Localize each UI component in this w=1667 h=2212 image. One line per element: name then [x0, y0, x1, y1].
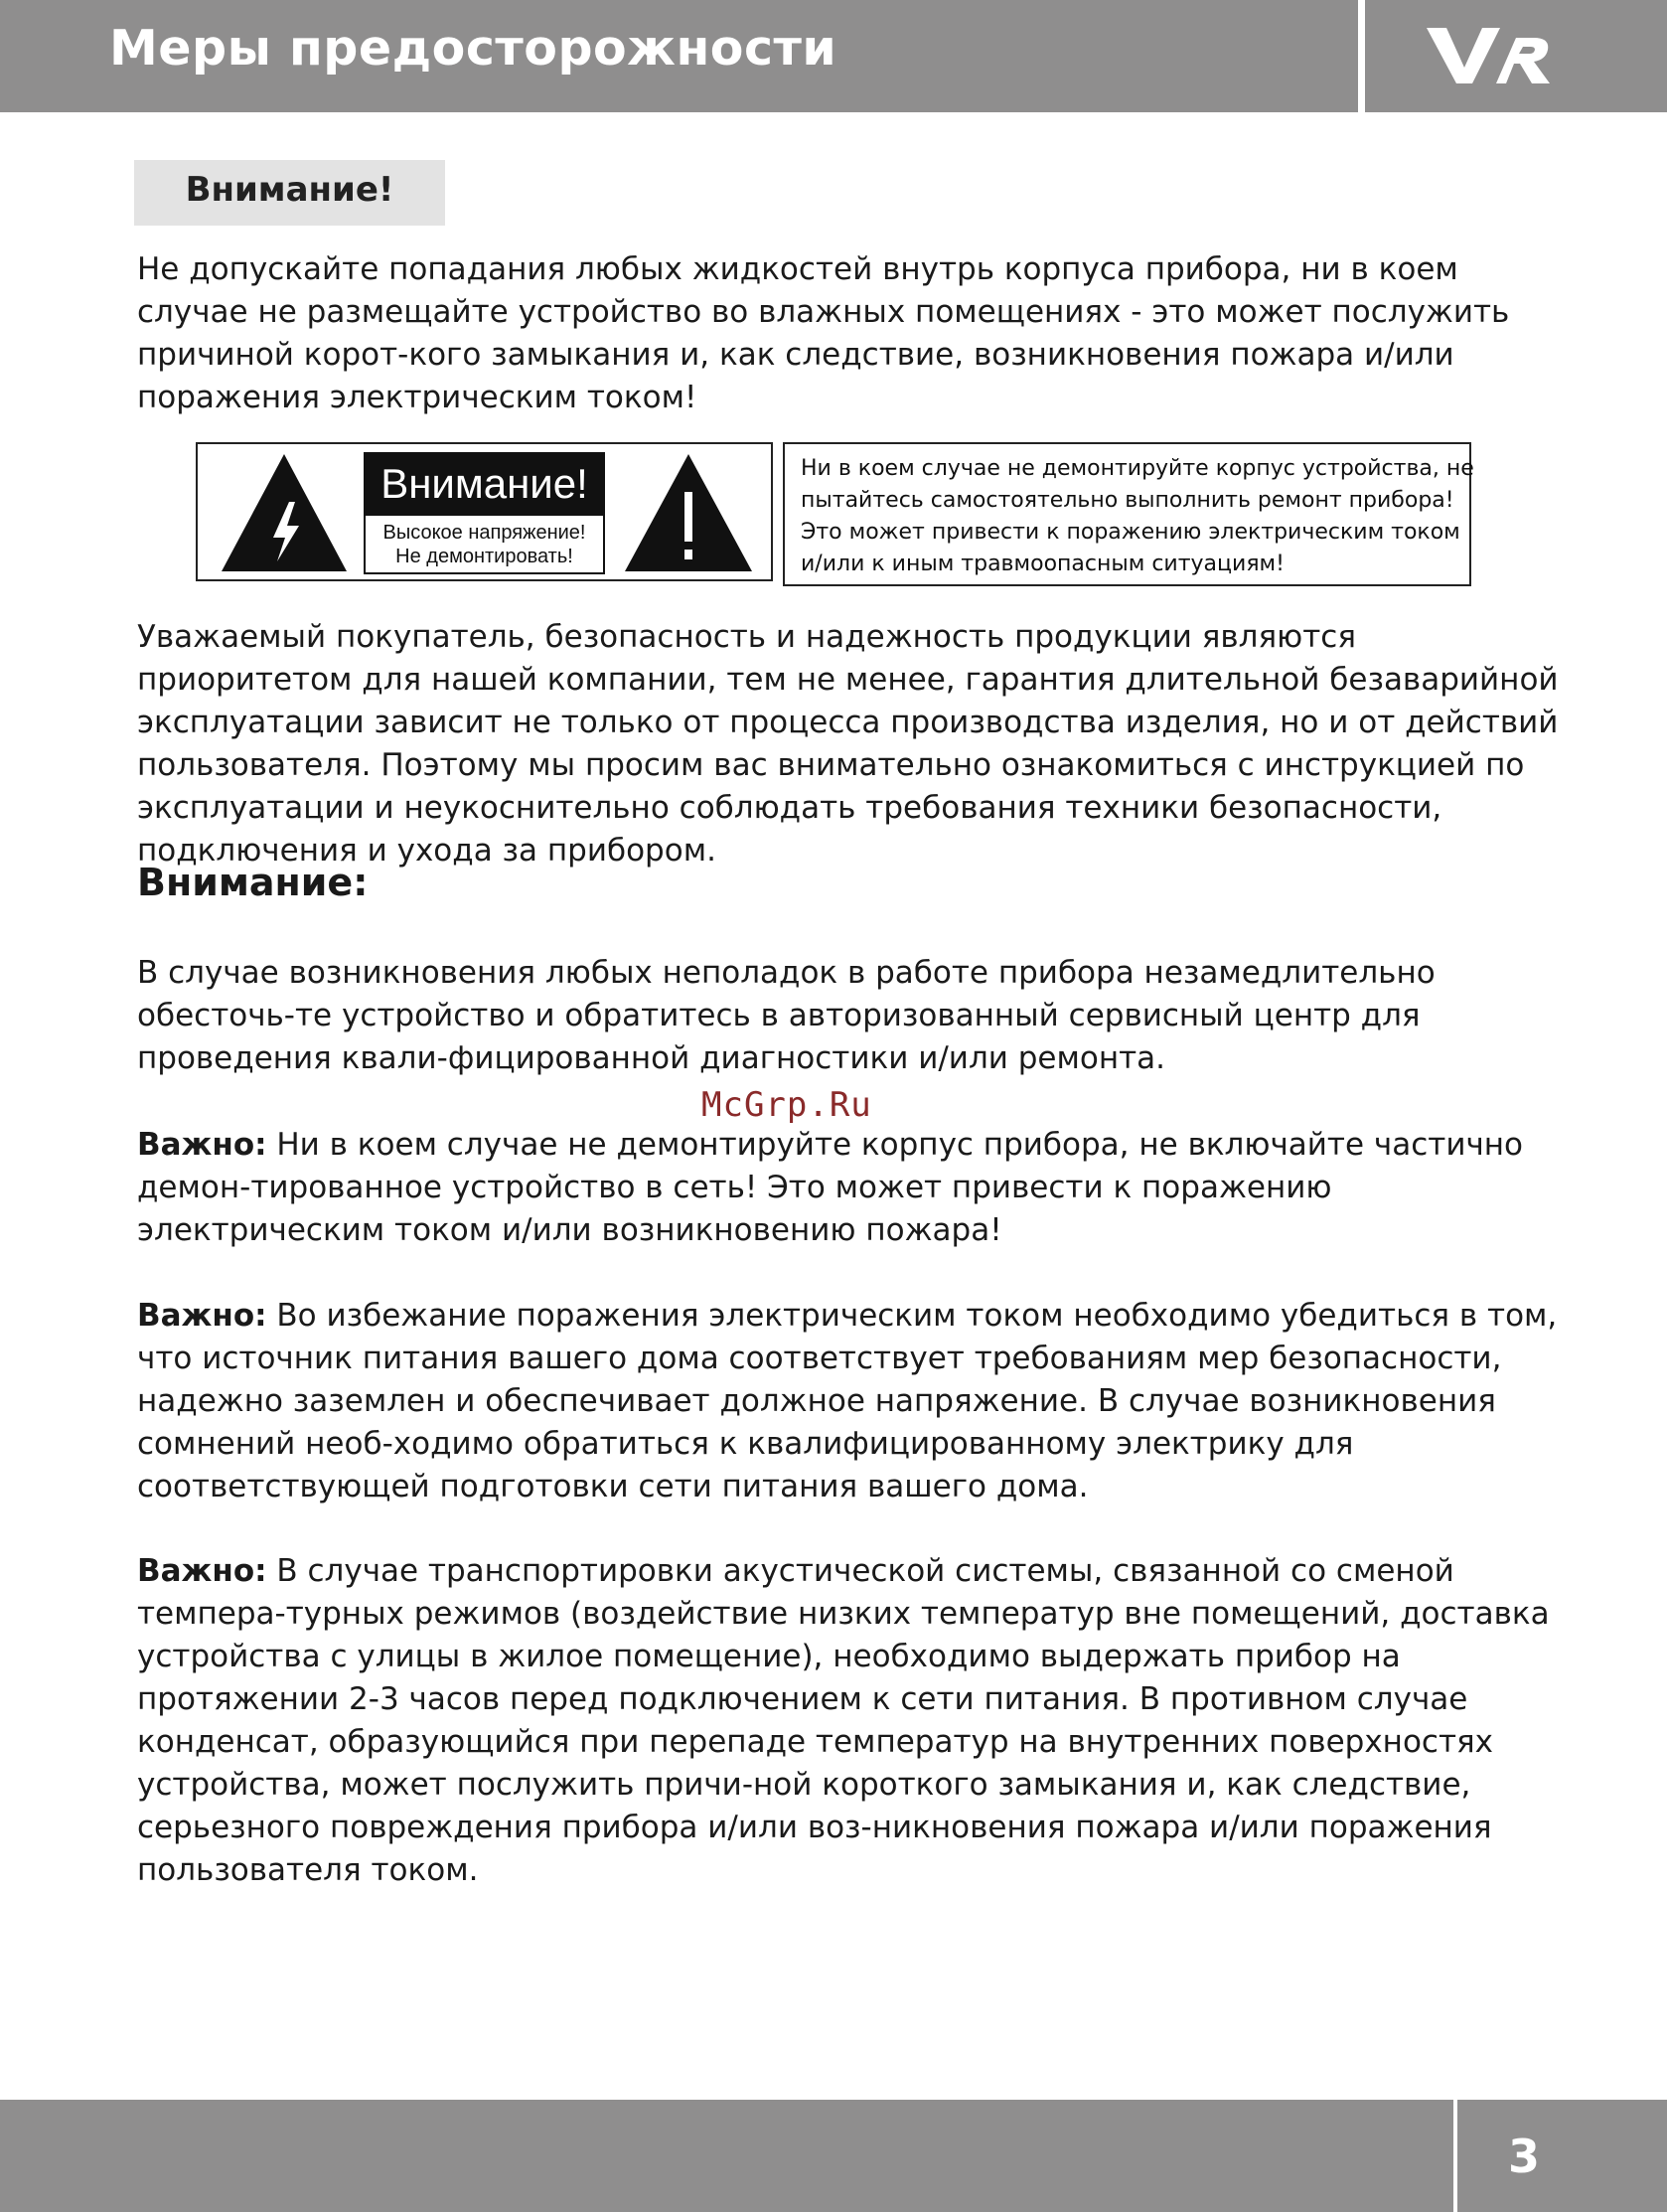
- vr-logo: [1425, 20, 1554, 91]
- header-divider: [1358, 0, 1365, 112]
- warning-note-line: и/или к иным травмоопасным ситуациям!: [801, 552, 1285, 576]
- lightning-warning-icon: [220, 452, 349, 573]
- section-paragraph: В случае возникновения любых неполадок в работе прибора незамедлительно обесточь-те устройство и обратитесь в авторизованный сервисный центр для проведения квали-фицированной диагностики и/или ремонта.: [137, 955, 1436, 1076]
- important-label: Важно:: [137, 1298, 267, 1334]
- important-label: Важно:: [137, 1127, 267, 1163]
- footer-divider: [1453, 2100, 1457, 2212]
- important-item-2: [137, 1295, 1568, 1508]
- attention-box-label: Внимание!: [185, 170, 394, 210]
- important-item-1: [137, 1124, 1568, 1252]
- important-label: Важно:: [137, 1553, 267, 1589]
- warning-note-line: Ни в коем случае не демонтируйте корпус устройства, не: [801, 456, 1474, 481]
- page-title: Меры предосторожности: [109, 20, 837, 77]
- warning-label-title: Внимание!: [380, 460, 588, 507]
- warning-label-line2: Не демонтировать!: [395, 546, 573, 567]
- page-number: 3: [1508, 2130, 1541, 2183]
- important-text: Ни в коем случае не демонтируйте корпус прибора, не включайте частично демон-тированное устройство в сеть! Это может привести к поражению электрическим током и/или возникновению пожара!: [137, 1127, 1524, 1248]
- attention-box: [134, 160, 445, 226]
- page-footer: [0, 2100, 1667, 2212]
- warning-label-center: [364, 452, 605, 574]
- important-item-3: [137, 1550, 1568, 1892]
- warning-label-line1: Высокое напряжение!: [382, 522, 586, 544]
- warning-label-head: [366, 454, 603, 516]
- watermark: McGrp.Ru: [701, 1085, 872, 1125]
- important-text: В случае транспортировки акустической системы, связанной со сменой темпера-турных режимов (воздействие низких температур вне помещений, доставка устройства с улицы в жилое помещение), необходимо выдержать прибор на протяжении 2-3 часов перед подключением к сети питания. В противном случае конденсат, образующийся при перепаде температур на внутренних поверхностях устройства, может послужить причи-ной короткого замыкания и, как следствие, серьезного повреждения прибора и/или воз-никновения пожара и/или поражения пользователя током.: [137, 1553, 1550, 1888]
- section-heading: Внимание:: [137, 861, 369, 904]
- intro-paragraph: Не допускайте попадания любых жидкостей внутрь корпуса прибора, ни в коем случае не размещайте устройство во влажных помещениях - это может послужить причиной корот-кого замыкания и, как следствие, возникновения пожара и/или поражения электрическим током!: [137, 251, 1510, 415]
- page-header: [0, 0, 1667, 112]
- warning-note: [783, 442, 1474, 586]
- customer-paragraph: Уважаемый покупатель, безопасность и надежность продукции являются приоритетом для нашей компании, тем не менее, гарантия длительной безаварийной эксплуатации зависит не только от процесса производства изделия, но и от действий пользователя. Поэтому мы просим вас внимательно ознакомиться с инструкцией по эксплуатации и неукоснительно соблюдать требования техники безопасности, подключения и ухода за прибором.: [137, 619, 1559, 869]
- warning-note-line: пытайтесь самостоятельно выполнить ремонт прибора!: [801, 488, 1454, 513]
- important-text: Во избежание поражения электрическим током необходимо убедиться в том, что источник питания вашего дома соответствует требованиям мер безопасности, надежно заземлен и обеспечивает должное напряжение. В случае возникновения сомнений необ-ходимо обратиться к квалифицированному электрику для соответствующей подготовки сети питания вашего дома.: [137, 1298, 1558, 1504]
- warning-note-line: Это может привести к поражению электрическим током: [801, 520, 1460, 545]
- exclamation-warning-icon: [623, 452, 754, 573]
